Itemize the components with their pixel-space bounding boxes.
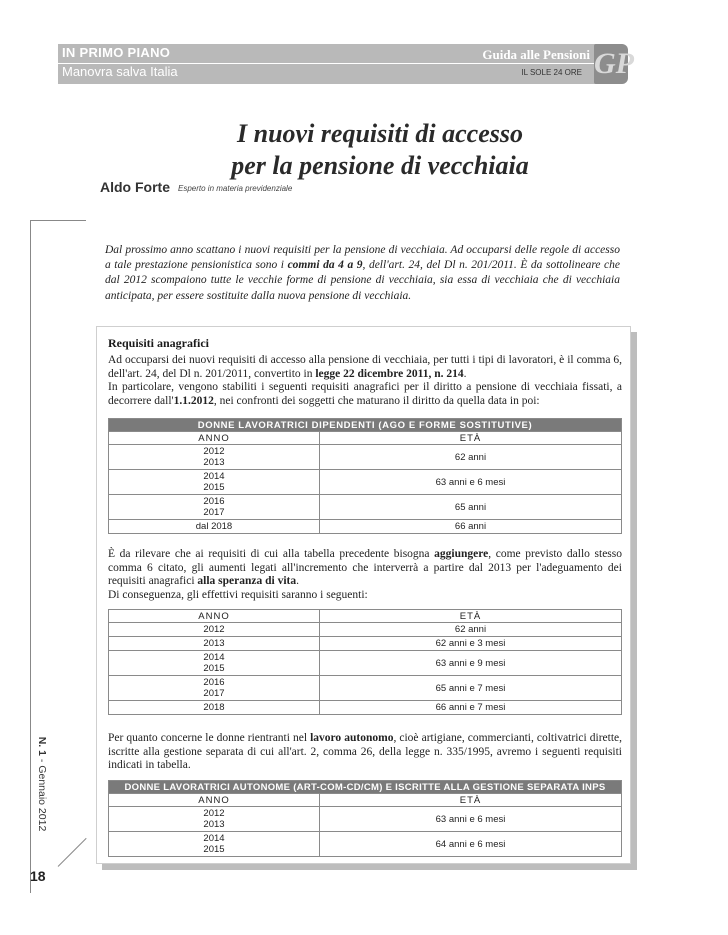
table-row: 2012 2013 62 anni	[109, 445, 622, 470]
intro-paragraph: Dal prossimo anno scattano i nuovi requisiti per la pensione di vecchiaia. Ad occuparsi delle regole di accesso a tale prestazione pensionistica sono i commi da 4 a 9, dell'art. 24, del Dl n. 201/2011. È da sottolineare che dal 2012 scompaiono tutte le vecchie forme di pensione di vecchiaia, sia essa di vecchiaia che di vecchiaia anticipata, per essere sostituite dalla nuova pensione di vecchiaia.	[105, 244, 621, 302]
issue-number: N. 1	[36, 736, 48, 756]
box-title: Requisiti anagrafici	[108, 336, 209, 350]
author-name: Aldo Forte	[100, 179, 170, 195]
table-autonome	[108, 780, 622, 857]
table-row: 2013 62 anni e 3 mesi	[109, 637, 622, 651]
table-row: dal 2018 66 anni	[109, 520, 622, 534]
box-paragraph-2: È da rilevare che ai requisiti di cui alla tabella precedente bisogna aggiungere, come previsto dallo stesso comma 6 citato, gli aumenti legati all'incremento che interverrà a partire dal 2013 per l'adeguamento dei requisiti anagrafici alla speranza di vita. Di conseguenza, gli effettivi requisiti saranno i seguenti:	[108, 548, 622, 601]
table-row: 2016 2017 65 anni e 7 mesi	[109, 676, 622, 701]
title-line-1: I nuovi requisiti di accesso	[236, 119, 523, 148]
table-dipendenti	[108, 418, 622, 534]
col-header-anno: ANNO	[109, 610, 320, 623]
col-header-anno: ANNO	[109, 432, 320, 445]
table-row: 2016 2017 65 anni	[109, 495, 622, 520]
title-line-2: per la pensione di vecchiaia	[231, 151, 529, 180]
table-requisiti-effettivi	[108, 609, 622, 715]
subsection-label: Manovra salva Italia	[62, 64, 178, 79]
col-header-anno: ANNO	[109, 794, 320, 807]
table-caption: DONNE LAVORATRICI DIPENDENTI (AGO E FORME SOSTITUTIVE)	[109, 419, 622, 432]
guide-title: Guida alle Pensioni	[482, 47, 590, 62]
col-header-eta: ETÀ	[320, 432, 622, 445]
box-paragraph-1: Ad occuparsi dei nuovi requisiti di accesso alla pensione di vecchiaia, per tutti i tipi di lavoratori, è il comma 6, dell'art. 24, del Dl n. 201/2011, convertito in legge 22 dicembre 2011, n. 214. In particolare, vengono stabiliti i seguenti requisiti anagrafici per il diritto a pensione di vecchiaia fissati, a decorrere dall'1.1.2012, nei confronti dei soggetti che maturano il diritto da quella data in poi:	[108, 354, 622, 407]
box-paragraph-3: Per quanto concerne le donne rientranti nel lavoro autonomo, cioè artigiane, commercianti, coltivatrici dirette, iscritte alla gestione separata di cui all'art. 2, comma 26, della legge n. 335/1995, avremo i seguenti requisiti indicati in tabella.	[108, 732, 623, 772]
table-caption: DONNE LAVORATRICI AUTONOME (ART-COM-CD/CM) E ISCRITTE ALLA GESTIONE SEPARATA INPS	[109, 781, 622, 794]
article-title	[100, 118, 660, 182]
table-row: 2014 2015 63 anni e 6 mesi	[109, 470, 622, 495]
guide-logo: GP	[594, 44, 628, 84]
table-row: 2014 2015 64 anni e 6 mesi	[109, 832, 622, 857]
table-row: 2012 62 anni	[109, 623, 622, 637]
publisher-name: IL SOLE 24 ORE	[521, 68, 582, 77]
table-row: 2018 66 anni e 7 mesi	[109, 701, 622, 715]
table-row: 2014 2015 63 anni e 9 mesi	[109, 651, 622, 676]
issue-date: Gennaio 2012	[36, 765, 48, 832]
author-role: Esperto in materia previdenziale	[178, 184, 293, 193]
section-label: IN PRIMO PIANO	[62, 45, 171, 60]
table-row: 2012 2013 63 anni e 6 mesi	[109, 807, 622, 832]
issue-label: N. 1 - Gennaio 2012	[36, 736, 48, 832]
page-number: 18	[30, 868, 46, 884]
col-header-eta: ETÀ	[320, 794, 622, 807]
col-header-eta: ETÀ	[320, 610, 622, 623]
